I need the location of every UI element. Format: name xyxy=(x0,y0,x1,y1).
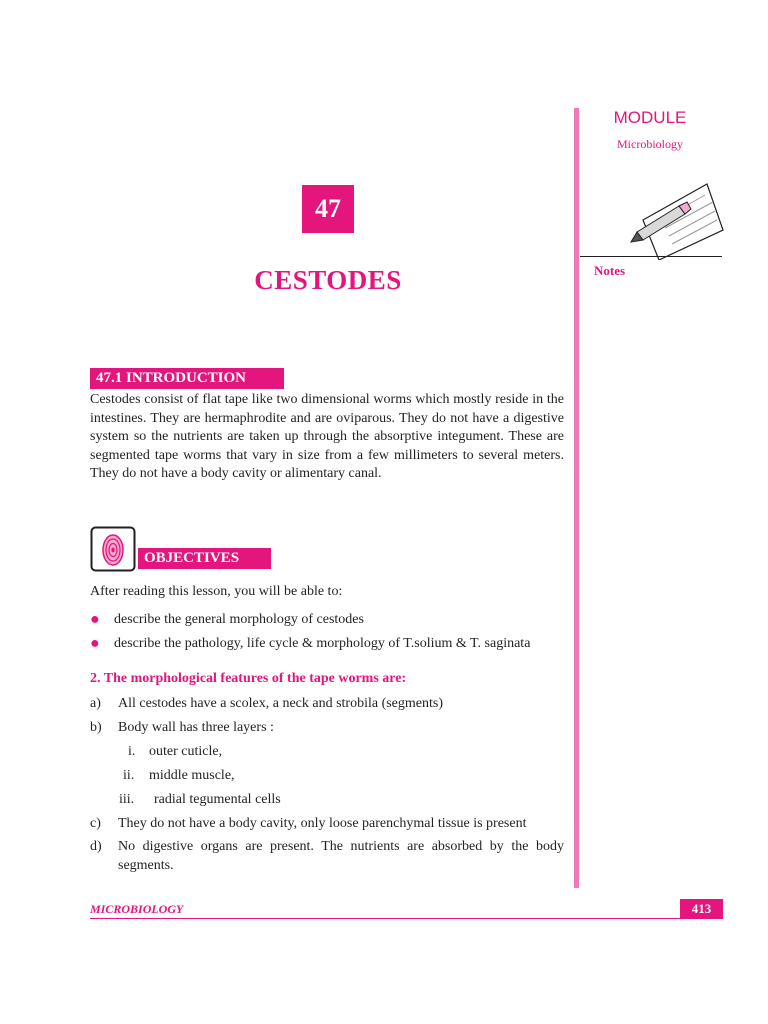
notes-pencil-icon xyxy=(625,180,725,260)
module-subject: Microbiology xyxy=(617,137,683,151)
bullet-icon: ● xyxy=(90,635,100,652)
layer-text: middle muscle, xyxy=(149,768,235,783)
list-text: All cestodes have a scolex, a neck and strobila (segments) xyxy=(118,696,444,711)
layer-text: radial tegumental cells xyxy=(154,792,281,807)
bullet-icon: ● xyxy=(90,611,100,628)
list-marker: d) xyxy=(90,839,102,854)
objectives-heading: OBJECTIVES xyxy=(138,548,271,569)
notes-label: Notes xyxy=(594,263,626,278)
list-item xyxy=(90,719,566,738)
list-text: No digestive organs are present. The nutrients are absorbed by the body segments. xyxy=(118,839,564,873)
list-item xyxy=(90,815,566,834)
list-marker: b) xyxy=(90,720,102,735)
objectives-intro: After reading this lesson, you will be able to: xyxy=(90,584,343,599)
page-number: 413 xyxy=(680,899,723,919)
footer-rule xyxy=(90,918,723,919)
layer-text: outer cuticle, xyxy=(149,744,223,759)
module-label: MODULE xyxy=(613,108,687,127)
footer-subject: MICROBIOLOGY xyxy=(90,902,184,916)
list-item xyxy=(90,695,566,714)
objectives-target-icon xyxy=(90,526,136,572)
introduction-text: Cestodes consist of flat tape like two dimensional worms which mostly reside in the intestines. They are hermaphrodite and are oviparous. They do not have a digestive system so the nutrients are taken up through the absorptive integument. These are segmented tape worms that vary in size from a few millimeters to several meters. They do not have a body cavity or alimentary canal. xyxy=(90,392,564,482)
list-item xyxy=(90,838,566,876)
features-heading: 2. The morphological features of the tape worms are: xyxy=(90,671,407,686)
chapter-number: 47 xyxy=(302,185,354,233)
objective-text: describe the pathology, life cycle & morphology of T.solium & T. saginata xyxy=(114,636,531,651)
layer-marker: ii. xyxy=(123,768,135,783)
layer-marker: iii. xyxy=(119,792,135,807)
margin-rule xyxy=(574,108,579,888)
list-marker: a) xyxy=(90,696,101,711)
chapter-title: CESTODES xyxy=(254,265,402,295)
notes-divider xyxy=(580,256,722,257)
layer-marker: i. xyxy=(128,744,136,759)
list-text: They do not have a body cavity, only loose parenchymal tissue is present xyxy=(118,816,527,831)
introduction-heading: 47.1 INTRODUCTION xyxy=(90,368,284,389)
objective-text: describe the general morphology of cestodes xyxy=(114,612,364,627)
list-text: Body wall has three layers : xyxy=(118,720,274,735)
list-marker: c) xyxy=(90,816,101,831)
